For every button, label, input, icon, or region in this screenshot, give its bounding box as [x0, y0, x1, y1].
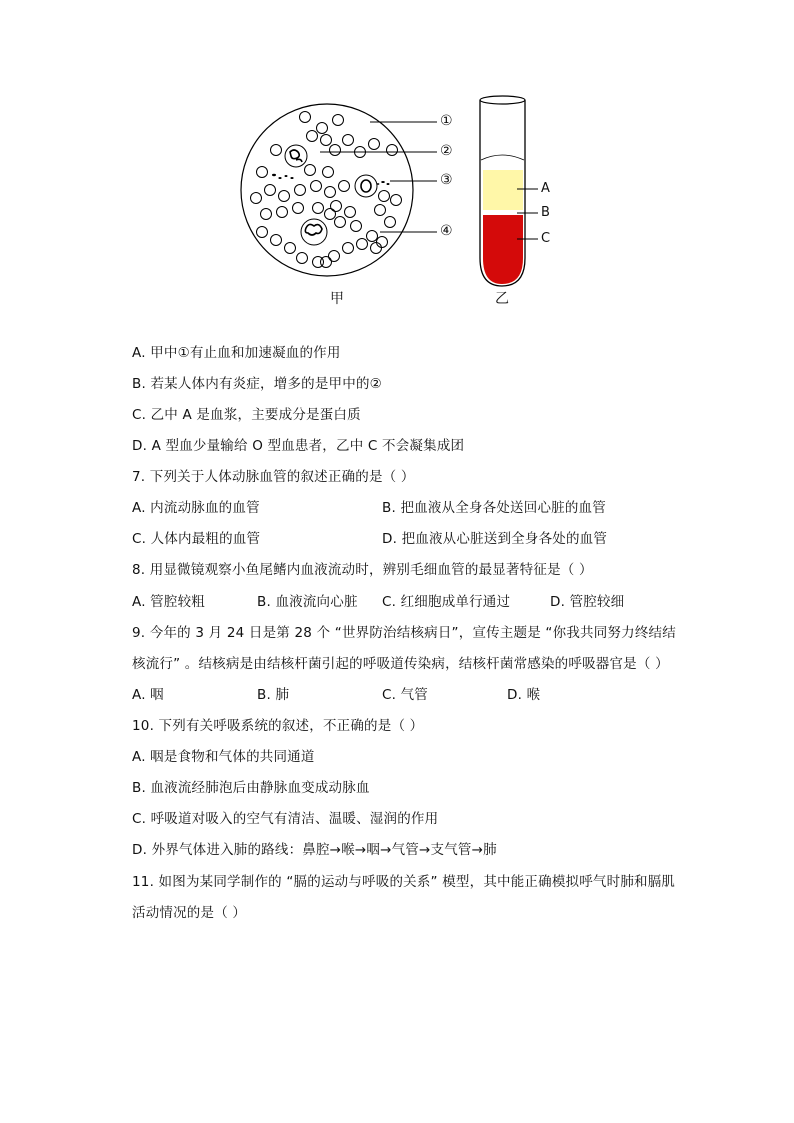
q7-option-b: B. 把血液从全身各处送回心脏的血管	[382, 500, 606, 516]
red-blood-cell	[261, 209, 272, 220]
red-blood-cell	[351, 221, 362, 232]
red-blood-cell	[257, 227, 268, 238]
q10-option-c: C. 呼吸道对吸入的空气有清洁、温暖、湿润的作用	[132, 811, 439, 827]
red-blood-cells	[251, 112, 402, 268]
platelets	[272, 174, 390, 185]
red-blood-cell	[305, 165, 316, 176]
red-blood-cell	[343, 135, 354, 146]
q7-option-a: A. 内流动脉血的血管	[132, 500, 260, 516]
q8-option-c: C. 红细胞成单行通过	[382, 594, 511, 610]
red-blood-cell	[345, 207, 356, 218]
red-blood-cell	[391, 195, 402, 206]
q8-option-a: A. 管腔较粗	[132, 594, 205, 610]
blood-diagram	[0, 0, 794, 320]
q7-option-d: D. 把血液从心脏送到全身各处的血管	[382, 531, 608, 547]
q10-option-a: A. 咽是食物和气体的共同通道	[132, 749, 315, 765]
red-blood-cell	[321, 257, 332, 268]
test-tube	[480, 96, 538, 286]
red-blood-cell	[379, 191, 390, 202]
blood-smear	[241, 104, 437, 276]
q6-option-a: A. 甲中①有止血和加速凝血的作用	[132, 345, 341, 361]
red-blood-cell	[251, 193, 262, 204]
red-blood-cell	[371, 243, 382, 254]
red-blood-cell	[285, 243, 296, 254]
q8-option-d: D. 管腔较细	[550, 594, 625, 610]
red-blood-cell	[293, 203, 304, 214]
q9-option-c: C. 气管	[382, 687, 429, 703]
q9-stem-line-1: 9. 今年的 3 月 24 日是第 28 个 “世界防治结核病日”，宣传主题是 “你我共同努力终结结	[132, 625, 676, 641]
red-blood-cell	[385, 217, 396, 228]
red-blood-cell	[297, 253, 308, 264]
marker-b: B	[541, 205, 550, 220]
red-blood-cell	[335, 217, 346, 228]
q11-stem-line-2: 活动情况的是（ ）	[132, 905, 247, 921]
red-blood-cell	[325, 187, 336, 198]
red-blood-cell	[300, 112, 311, 123]
red-blood-cell	[343, 243, 354, 254]
q7-stem: 7. 下列关于人体动脉血管的叙述正确的是（ ）	[132, 469, 415, 485]
q6-option-d: D. A 型血少量输给 O 型血患者，乙中 C 不会凝集成团	[132, 438, 465, 454]
red-blood-cell	[357, 239, 368, 250]
red-blood-cell	[377, 237, 388, 248]
red-blood-cell	[333, 115, 344, 126]
q8-stem: 8. 用显微镜观察小鱼尾鳍内血液流动时，辨别毛细血管的最显著特征是（ ）	[132, 562, 593, 578]
q11-stem-line-1: 11. 如图为某同学制作的 “膈的运动与呼吸的关系” 模型，其中能正确模拟呼气时肺和膈肌	[132, 874, 676, 890]
red-blood-cell	[307, 131, 318, 142]
q10-option-b: B. 血液流经肺泡后由静脉血变成动脉血	[132, 780, 370, 796]
red-blood-cell	[369, 139, 380, 150]
marker-1: ①	[440, 113, 453, 129]
red-blood-cell	[295, 185, 306, 196]
q9-option-d: D. 喉	[507, 687, 541, 703]
red-blood-cell	[329, 251, 340, 262]
red-blood-cell	[271, 235, 282, 246]
q6-option-b: B. 若某人体内有炎症，增多的是甲中的②	[132, 376, 382, 392]
red-blood-cell	[387, 145, 398, 156]
q7-option-c: C. 人体内最粗的血管	[132, 531, 261, 547]
red-blood-cell	[277, 207, 288, 218]
q9-option-a: A. 咽	[132, 687, 164, 703]
q10-stem: 10. 下列有关呼吸系统的叙述，不正确的是（ ）	[132, 718, 424, 734]
red-blood-cell	[317, 123, 328, 134]
q9-option-b: B. 肺	[257, 687, 290, 703]
marker-a: A	[541, 181, 550, 196]
q8-option-b: B. 血液流向心脏	[257, 594, 358, 610]
red-blood-cell	[375, 205, 386, 216]
marker-c: C	[541, 231, 551, 246]
q10-option-d: D. 外界气体进入肺的路线：鼻腔→喉→咽→气管→支气管→肺	[132, 842, 497, 858]
figure-label-yi: 乙	[495, 291, 509, 307]
marker-4: ④	[440, 223, 453, 239]
red-blood-cell	[367, 231, 378, 242]
blood-figure	[0, 0, 794, 320]
red-blood-cell	[331, 201, 342, 212]
red-blood-cell	[311, 181, 322, 192]
red-blood-cell	[330, 145, 341, 156]
marker-3: ③	[440, 172, 453, 188]
red-blood-cell	[321, 135, 332, 146]
red-blood-cell	[265, 185, 276, 196]
red-blood-cell	[271, 145, 282, 156]
red-blood-cell	[257, 167, 268, 178]
red-blood-cell	[339, 181, 350, 192]
marker-2: ②	[440, 143, 453, 159]
q6-option-c: C. 乙中 A 是血浆，主要成分是蛋白质	[132, 407, 361, 423]
q9-stem-line-2: 核流行” 。结核病是由结核杆菌引起的呼吸道传染病，结核杆菌常感染的呼吸器官是（ ）	[132, 656, 669, 672]
figure-label-jia: 甲	[330, 291, 344, 307]
red-blood-cell	[325, 209, 336, 220]
red-blood-cell	[313, 203, 324, 214]
red-blood-cell	[279, 191, 290, 202]
red-blood-cell	[323, 167, 334, 178]
